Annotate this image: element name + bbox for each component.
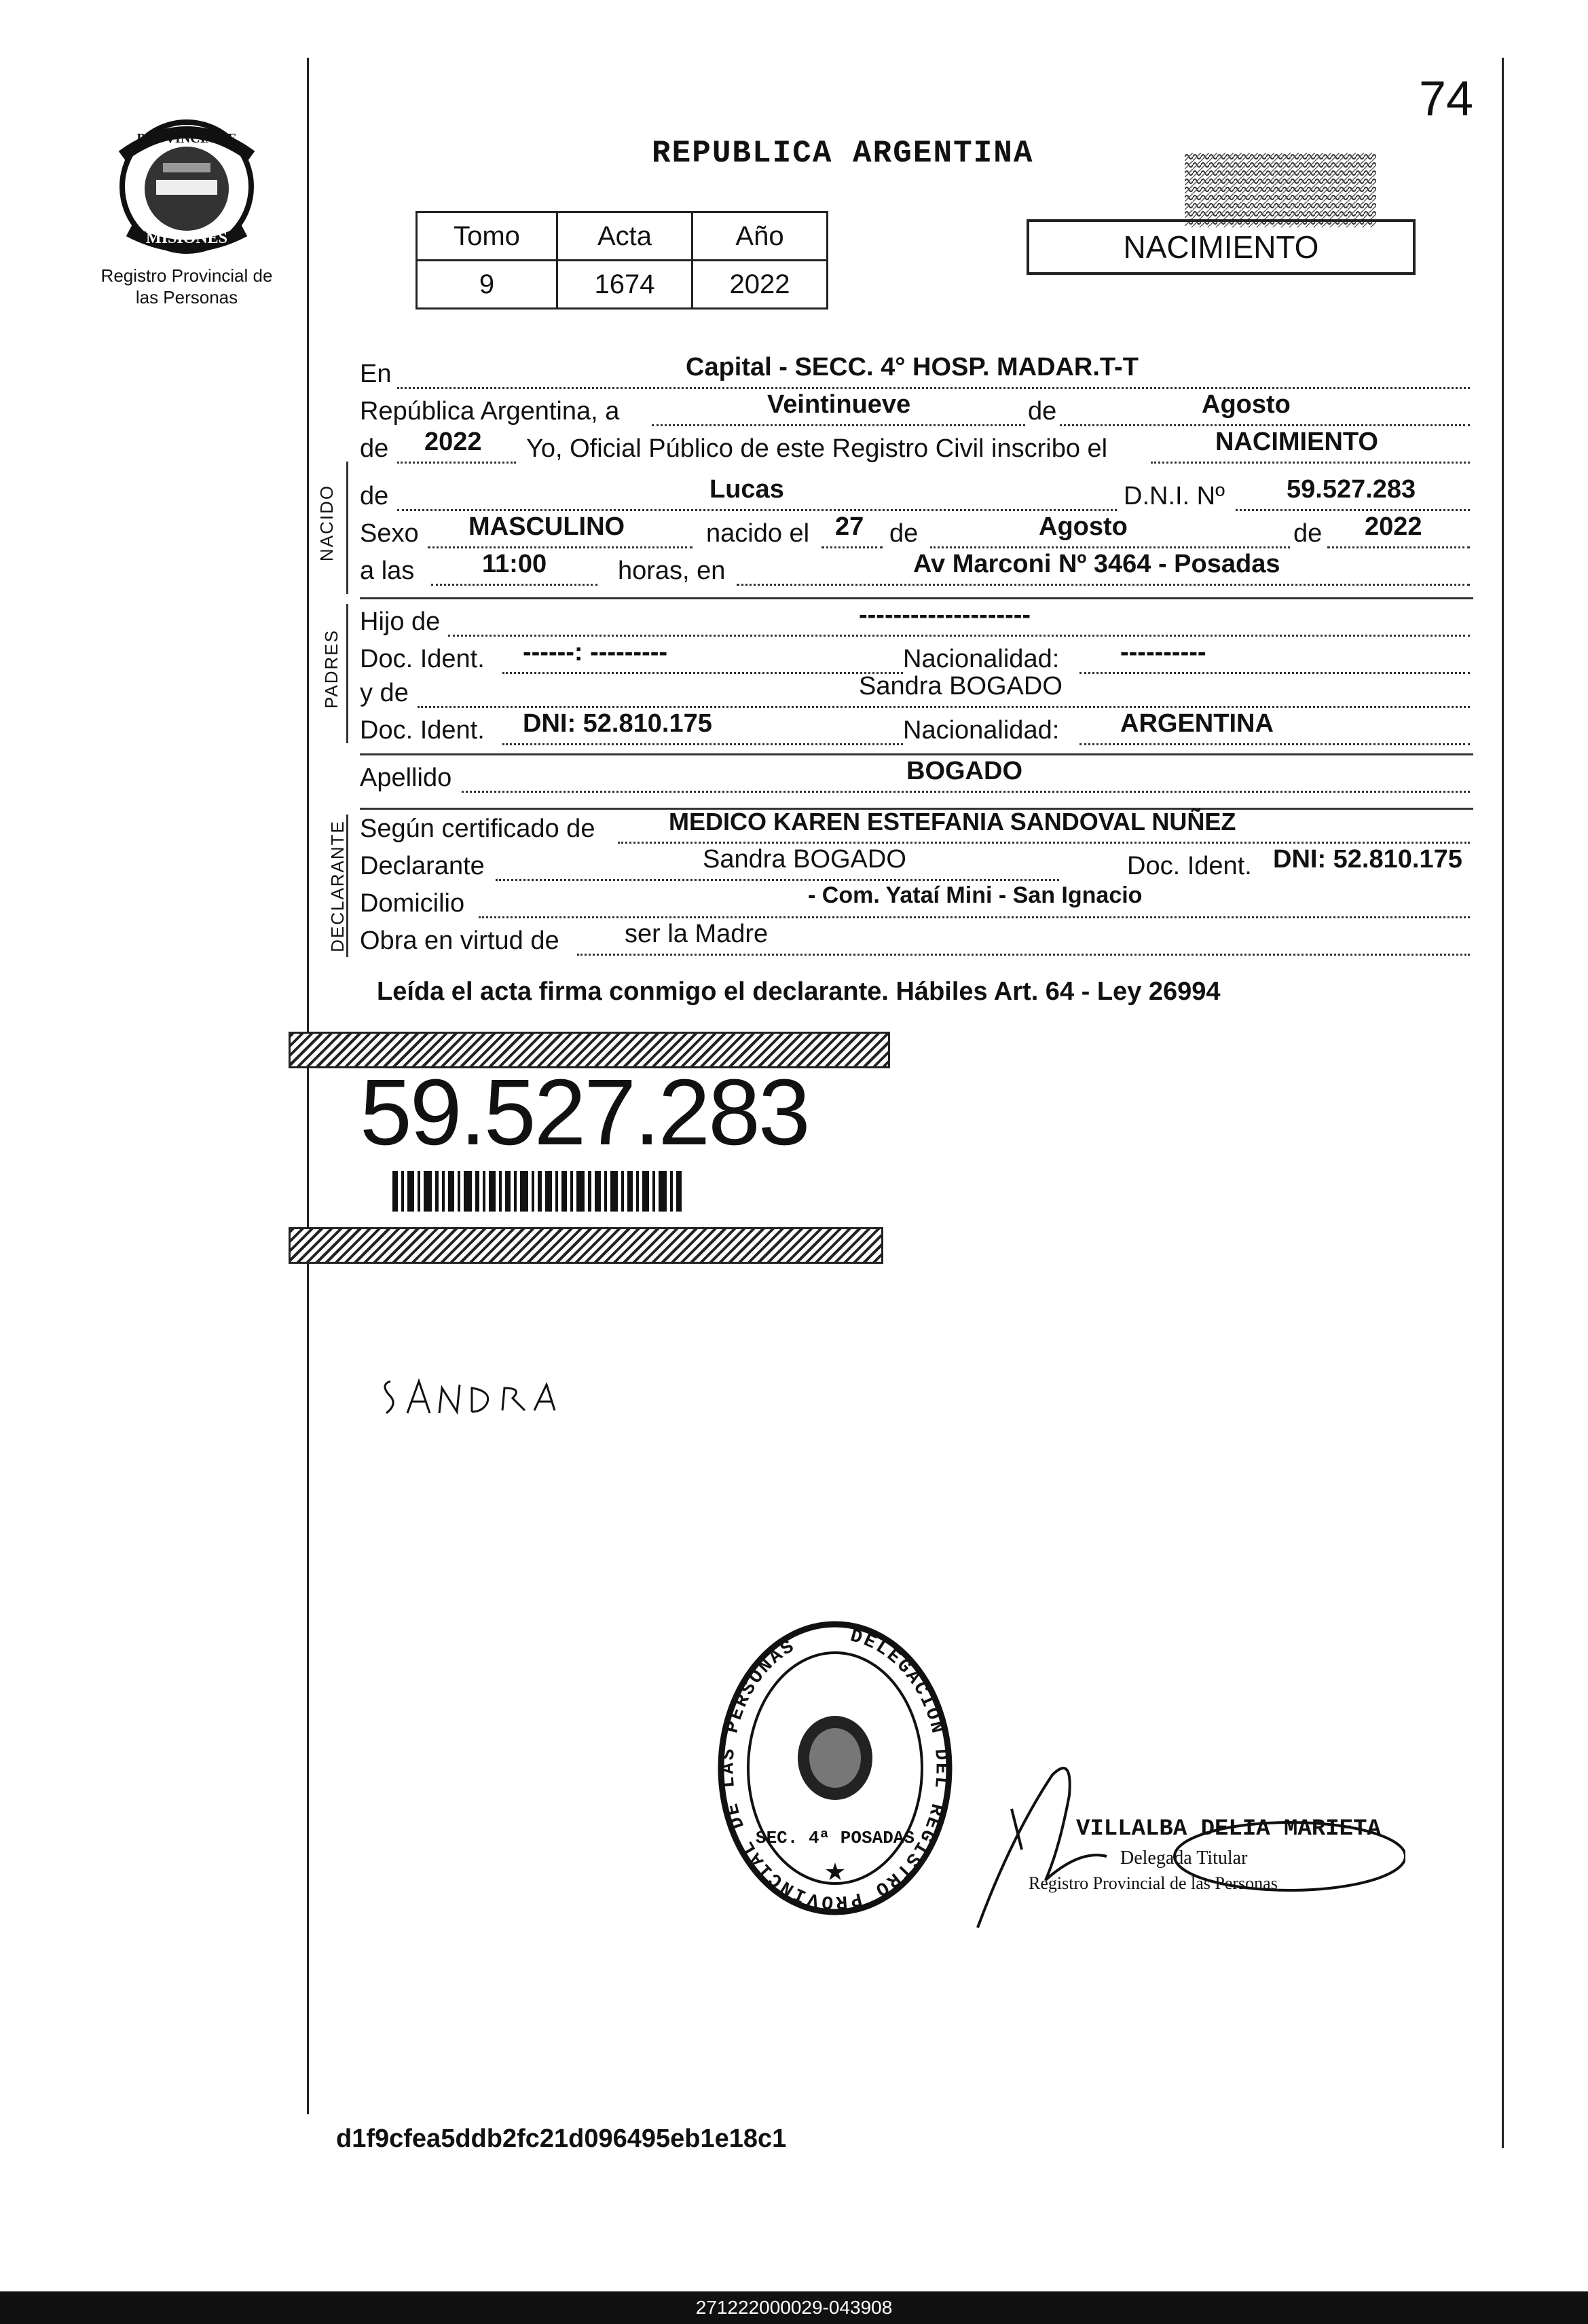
value-tomo: 9 bbox=[417, 261, 557, 309]
record-table bbox=[416, 211, 828, 310]
value-obra: ser la Madre bbox=[625, 920, 769, 948]
seal-inner-text: SEC. 4ª POSADAS bbox=[755, 1828, 915, 1848]
label-nacionalidad-2: Nacionalidad: bbox=[903, 716, 1060, 745]
label-de-birth-year: de bbox=[1293, 519, 1323, 548]
label-nacido-el: nacido el bbox=[706, 519, 810, 548]
value-certificado: MEDICO KAREN ESTEFANIA SANDOVAL NUÑEZ bbox=[669, 808, 1236, 836]
official-seal-icon bbox=[706, 1609, 964, 1928]
page-number: 74 bbox=[1419, 72, 1474, 126]
svg-text:★: ★ bbox=[824, 1858, 847, 1886]
value-hora: 11:00 bbox=[482, 550, 547, 578]
header-anio: Año bbox=[693, 212, 828, 261]
security-stamp-icon bbox=[1185, 153, 1376, 227]
row-doc-2 bbox=[360, 709, 1473, 754]
barcode-icon bbox=[392, 1171, 724, 1212]
label-certificado: Según certificado de bbox=[360, 814, 595, 843]
handwritten-signature bbox=[377, 1364, 580, 1436]
value-birth-month: Agosto bbox=[1039, 512, 1128, 541]
value-declarante: Sandra BOGADO bbox=[703, 845, 906, 874]
footer-code-bar: 271222000029-043908 bbox=[0, 2291, 1588, 2324]
right-margin-line bbox=[1502, 58, 1504, 2148]
label-declarante: Declarante bbox=[360, 852, 485, 880]
value-anio: 2022 bbox=[693, 261, 828, 309]
label-horas-en: horas, en bbox=[618, 557, 726, 585]
value-en: Capital - SECC. 4° HOSP. MADAR.T-T bbox=[686, 353, 1139, 381]
label-obra: Obra en virtud de bbox=[360, 926, 559, 955]
value-apellido: BOGADO bbox=[906, 757, 1022, 785]
value-inscribo: NACIMIENTO bbox=[1215, 428, 1378, 456]
label-a-las: a las bbox=[360, 557, 415, 585]
closing-statement: Leída el acta firma conmigo el declarante. Hábiles Art. 64 - Ley 26994 bbox=[377, 977, 1221, 1006]
label-de-birth-month: de bbox=[889, 519, 919, 548]
row-obra bbox=[360, 920, 1473, 964]
header-acta: Acta bbox=[557, 212, 693, 261]
label-domicilio: Domicilio bbox=[360, 889, 465, 918]
value-doc-ident-declarante: DNI: 52.810.175 bbox=[1273, 845, 1462, 874]
value-acta: 1674 bbox=[557, 261, 693, 309]
label-doc-ident-2: Doc. Ident. bbox=[360, 716, 485, 745]
value-month: Agosto bbox=[1202, 390, 1291, 419]
label-sexo: Sexo bbox=[360, 519, 419, 548]
official-name: VILLALBA DELIA MARIETA bbox=[1076, 1816, 1381, 1842]
value-doc-ident-1: ------: --------- bbox=[523, 638, 668, 667]
value-day: Veintinueve bbox=[767, 390, 911, 419]
section-label-nacido: NACIDO bbox=[316, 484, 337, 562]
left-margin-line bbox=[307, 58, 309, 2114]
act-type-box: NACIMIENTO bbox=[1027, 219, 1416, 275]
label-de-name: de bbox=[360, 482, 389, 510]
label-republica: República Argentina, a bbox=[360, 397, 620, 426]
value-dni: 59.527.283 bbox=[1287, 475, 1416, 504]
value-nacionalidad-2: ARGENTINA bbox=[1120, 709, 1274, 738]
label-inscribo: Yo, Oficial Público de este Registro Civil inscribo el bbox=[526, 434, 1108, 463]
label-de-year: de bbox=[360, 434, 389, 463]
divider-padres bbox=[360, 753, 1473, 755]
label-hijo-de: Hijo de bbox=[360, 607, 441, 636]
province-logo bbox=[109, 115, 265, 258]
header-tomo: Tomo bbox=[417, 212, 557, 261]
label-en: En bbox=[360, 360, 392, 388]
label-doc-ident-1: Doc. Ident. bbox=[360, 645, 485, 673]
barcode-number: 59.527.283 bbox=[360, 1060, 809, 1165]
label-doc-ident-declarante: Doc. Ident. bbox=[1127, 852, 1252, 880]
value-sexo: MASCULINO bbox=[468, 512, 625, 541]
value-birth-year: 2022 bbox=[1365, 512, 1422, 541]
verification-hash: d1f9cfea5ddb2fc21d096495eb1e18c1 bbox=[336, 2124, 787, 2153]
label-apellido: Apellido bbox=[360, 764, 452, 792]
label-nacionalidad-1: Nacionalidad: bbox=[903, 645, 1060, 673]
value-y-de: Sandra BOGADO bbox=[859, 672, 1063, 700]
label-dni: D.N.I. Nº bbox=[1124, 482, 1225, 510]
official-signature-stroke bbox=[971, 1755, 1405, 1931]
value-hijo-de: -------------------- bbox=[859, 601, 1031, 629]
document-title: REPUBLICA ARGENTINA bbox=[652, 136, 1034, 171]
value-nacionalidad-1: ---------- bbox=[1120, 638, 1206, 667]
label-de-month: de bbox=[1025, 397, 1059, 426]
value-lugar: Av Marconi Nº 3464 - Posadas bbox=[913, 550, 1280, 578]
section-label-padres: PADRES bbox=[321, 629, 341, 709]
label-y-de: y de bbox=[360, 679, 409, 707]
value-birth-day: 27 bbox=[835, 512, 864, 541]
logo-bottom-text: MISIONES bbox=[145, 229, 228, 247]
security-band-bottom bbox=[289, 1227, 883, 1264]
value-doc-ident-2: DNI: 52.810.175 bbox=[523, 709, 712, 738]
section-label-declarante: DECLARANTE bbox=[327, 820, 348, 952]
value-year: 2022 bbox=[424, 428, 482, 456]
divider-nacido bbox=[360, 597, 1473, 599]
logo-caption: Registro Provincial de las Personas bbox=[100, 265, 273, 307]
row-inscribo bbox=[360, 428, 1473, 472]
official-title: Delegada Titular bbox=[1120, 1848, 1248, 1869]
value-domicilio: - Com. Yataí Mini - San Ignacio bbox=[808, 882, 1143, 908]
logo-top-text: PROVINCIA DE bbox=[136, 131, 237, 146]
row-apellido bbox=[360, 757, 1473, 802]
row-domicilio bbox=[360, 882, 1473, 927]
row-en bbox=[360, 353, 1473, 398]
value-name: Lucas bbox=[709, 475, 784, 504]
row-hora bbox=[360, 550, 1473, 595]
seal-ring-text: DELEGACION DEL REGISTRO PROVINCIAL DE LAS PERSONAS bbox=[718, 1626, 952, 1913]
official-organization: Registro Provincial de las Personas bbox=[1029, 1873, 1278, 1893]
